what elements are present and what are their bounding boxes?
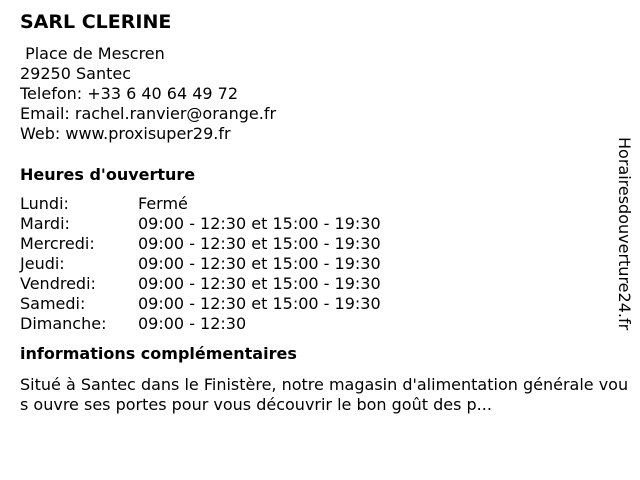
address-city: 29250 Santec [20, 64, 131, 83]
phone-text: Telefon: +33 6 40 64 49 72 [20, 84, 239, 103]
hours-table [20, 194, 620, 334]
hours-row [20, 234, 620, 254]
hours-row [20, 294, 620, 314]
hours-time: 09:00 - 12:30 et 15:00 - 19:30 [138, 274, 381, 293]
hours-day: Vendredi: [20, 274, 96, 293]
hours-time: 09:00 - 12:30 et 15:00 - 19:30 [138, 234, 381, 253]
hours-day: Lundi: [20, 194, 69, 213]
email-text: Email: rachel.ranvier@orange.fr [20, 104, 277, 123]
hours-day: Dimanche: [20, 314, 107, 333]
hours-row [20, 254, 620, 274]
hours-day: Samedi: [20, 294, 86, 313]
address-block [20, 44, 620, 144]
info-heading: informations complémentaires [20, 344, 297, 363]
hours-time: 09:00 - 12:30 [138, 314, 247, 333]
hours-time: 09:00 - 12:30 et 15:00 - 19:30 [138, 214, 381, 233]
side-watermark-text: Horairesdouverture24.fr [615, 137, 634, 331]
hours-day: Jeudi: [20, 254, 65, 273]
web-text: Web: www.proxisuper29.fr [20, 124, 231, 143]
hours-row [20, 194, 620, 214]
hours-row [20, 214, 620, 234]
hours-row [20, 274, 620, 294]
hours-day: Mardi: [20, 214, 70, 233]
info-description: Situé à Santec dans le Finistère, notre magasin d'alimentation générale vous ouvre ses portes pour vous découvrir le bon goût des p... [20, 375, 629, 414]
hours-day: Mercredi: [20, 234, 95, 253]
hours-time: Fermé [138, 194, 188, 213]
hours-time: 09:00 - 12:30 et 15:00 - 19:30 [138, 294, 381, 313]
business-name: SARL CLERINE [20, 11, 172, 33]
hours-row [20, 314, 620, 334]
hours-time: 09:00 - 12:30 et 15:00 - 19:30 [138, 254, 381, 273]
address-street: Place de Mescren [20, 44, 165, 63]
hours-heading: Heures d'ouverture [20, 165, 196, 184]
